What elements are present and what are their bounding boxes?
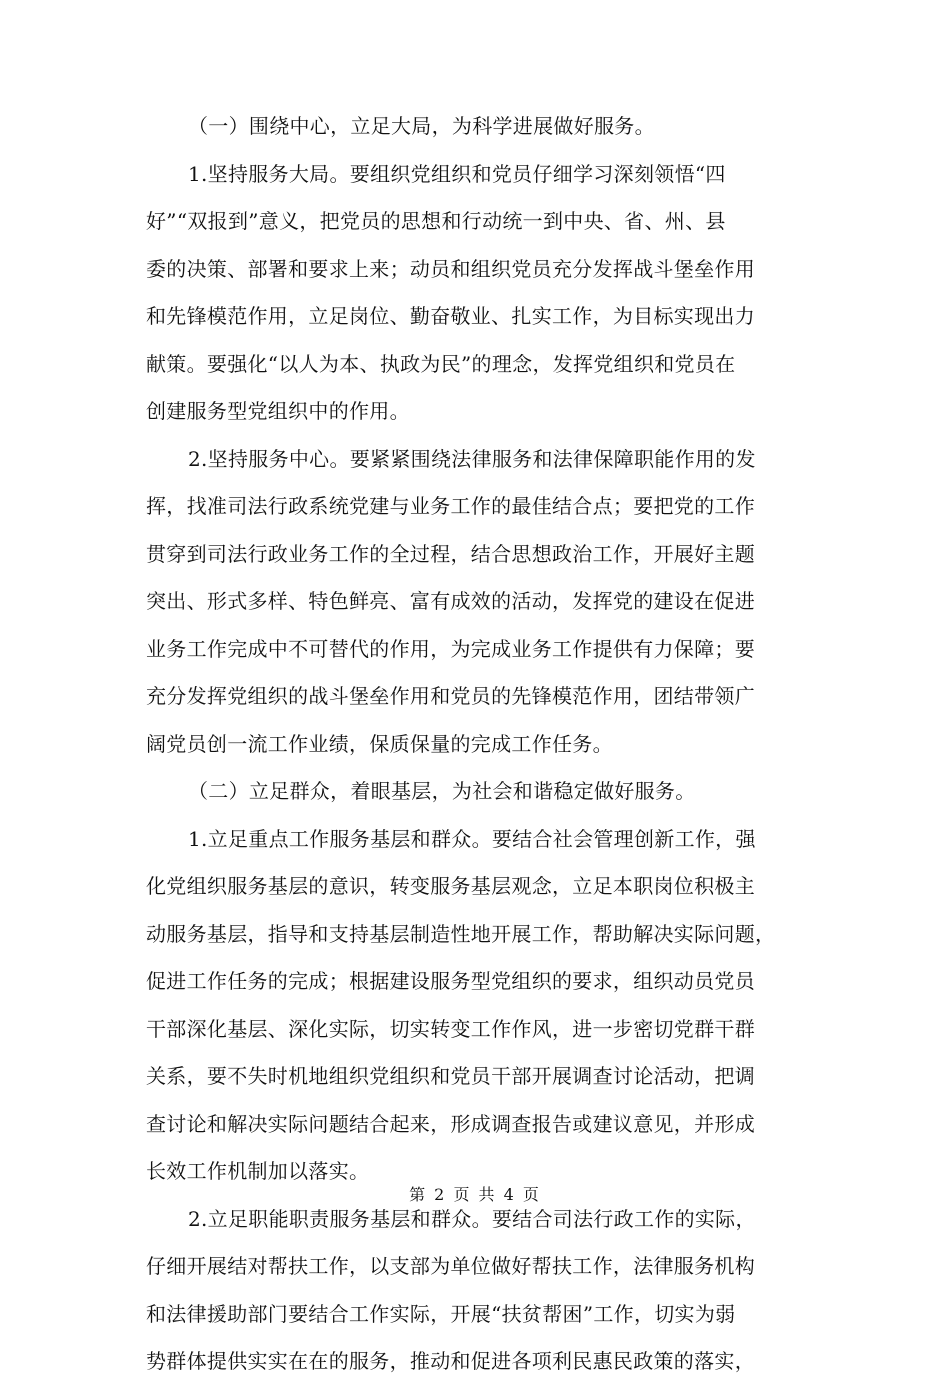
paragraph-line: 动服务基层，指导和支持基层制造性地开展工作，帮助解决实际问题， <box>146 921 776 946</box>
paragraph-line: 1.坚持服务大局。要组织党组织和党员仔细学习深刻领悟“四 <box>188 161 726 186</box>
paragraph-line: 化党组织服务基层的意识，转变服务基层观念，立足本职岗位积极主 <box>146 874 755 898</box>
paragraph-line: 干部深化基层、深化实际，切实转变工作作风，进一步密切党群干群 <box>146 1016 755 1041</box>
paragraph-line: 贯穿到司法行政业务工作的全过程，结合思想政治工作，开展好主题 <box>146 541 755 566</box>
paragraph-line: 阔党员创一流工作业绩，保质保量的完成工作任务。 <box>146 731 613 756</box>
paragraph-line: 好”“双报到”意义，把党员的思想和行动统一到中央、省、州、县 <box>146 209 726 233</box>
section-heading-2: （二）立足群众，着眼基层，为社会和谐稳定做好服务。 <box>188 779 696 803</box>
paragraph-line: 突出、形式多样、特色鲜亮、富有成效的活动，发挥党的建设在促进 <box>146 589 755 613</box>
paragraph-line: 和先锋模范作用，立足岗位、勤奋敬业、扎实工作，为目标实现出力 <box>146 304 755 328</box>
paragraph-line: 创建服务型党组织中的作用。 <box>146 399 410 423</box>
paragraph-line: 势群体提供实实在在的服务，推动和促进各项利民惠民政策的落实， <box>146 1349 755 1373</box>
paragraph-line: 2.坚持服务中心。要紧紧围绕法律服务和法律保障职能作用的发 <box>188 446 756 471</box>
paragraph-line: 业务工作完成中不可替代的作用，为完成业务工作提供有力保障；要 <box>146 636 755 661</box>
paragraph-line: 关系，要不失时机地组织党组织和党员干部开展调查讨论活动，把调 <box>146 1064 755 1088</box>
section-heading-1: （一）围绕中心，立足大局，为科学进展做好服务。 <box>188 114 655 138</box>
paragraph-line: 充分发挥党组织的战斗堡垒作用和党员的先锋模范作用，团结带领广 <box>146 684 755 708</box>
page-footer: 第 2 页 共 4 页 <box>409 1185 541 1204</box>
paragraph-line: 查讨论和解决实际问题结合起来，形成调查报告或建议意见，并形成 <box>146 1111 755 1136</box>
paragraph-line: 1.立足重点工作服务基层和群众。要结合社会管理创新工作，强 <box>188 826 756 851</box>
paragraph-line: 促进工作任务的完成；根据建设服务型党组织的要求，组织动员党员 <box>146 969 755 993</box>
paragraph-line: 2.立足职能职责服务基层和群众。要结合司法行政工作的实际， <box>188 1206 756 1231</box>
paragraph-line: 挥，找准司法行政系统党建与业务工作的最佳结合点；要把党的工作 <box>146 494 755 518</box>
paragraph-line: 和法律援助部门要结合工作实际，开展“扶贫帮困”工作，切实为弱 <box>146 1301 736 1326</box>
paragraph-line: 仔细开展结对帮扶工作，以支部为单位做好帮扶工作，法律服务机构 <box>146 1254 755 1278</box>
paragraph-line: 长效工作机制加以落实。 <box>146 1159 370 1183</box>
paragraph-line: 献策。要强化“以人为本、执政为民”的理念，发挥党组织和党员在 <box>146 351 736 376</box>
paragraph-line: 委的决策、部署和要求上来；动员和组织党员充分发挥战斗堡垒作用 <box>146 256 755 281</box>
